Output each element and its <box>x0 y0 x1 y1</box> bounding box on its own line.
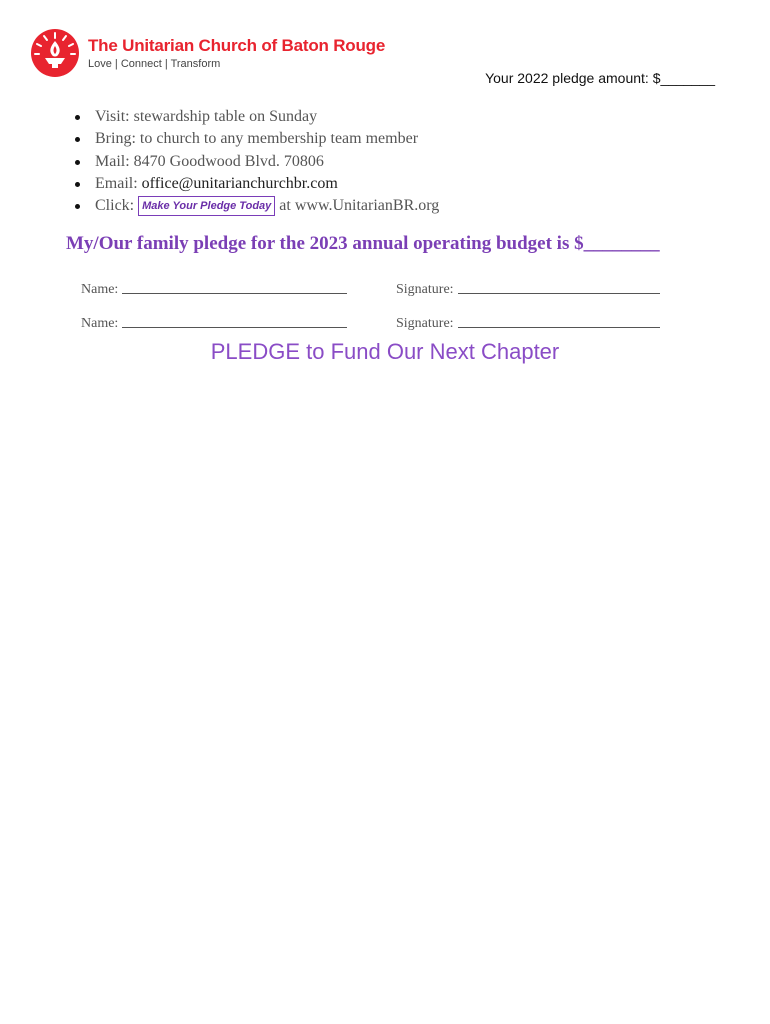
bring-text: Bring: to church to any membership team member <box>95 130 419 148</box>
list-item-click <box>74 195 439 217</box>
signature-input-line[interactable] <box>458 315 660 328</box>
pledge-heading: My/Our family pledge for the 2023 annual operating budget is $________ <box>66 233 660 254</box>
list-item-email <box>74 173 439 195</box>
signature-field <box>396 315 660 332</box>
email-link[interactable]: office@unitarianchurchbr.com <box>141 174 338 192</box>
name-input-line[interactable] <box>122 315 347 328</box>
name-field <box>81 315 396 332</box>
visit-text: Visit: stewardship table on Sunday <box>95 108 318 125</box>
signature-field <box>396 281 660 298</box>
name-input-line[interactable] <box>122 281 347 294</box>
make-pledge-button[interactable]: Make Your Pledge Today <box>138 196 275 216</box>
signature-label: Signature: <box>396 316 454 331</box>
signature-row <box>81 315 660 332</box>
list-item-visit <box>74 106 439 128</box>
mail-text: Mail: 8470 Goodwood Blvd. 70806 <box>95 152 324 170</box>
signature-label: Signature: <box>396 282 454 297</box>
signature-input-line[interactable] <box>458 281 660 294</box>
pledge-options-list <box>74 106 439 217</box>
list-item-mail <box>74 151 439 173</box>
previous-pledge-amount: Your 2022 pledge amount: $_______ <box>485 70 715 86</box>
pledge-title-line: PLEDGE to Fund Our Next Chapter <box>210 339 560 364</box>
church-name: The Unitarian Church of Baton Rouge <box>88 36 386 55</box>
name-label: Name: <box>81 282 119 297</box>
church-tagline: Love | Connect | Transform <box>88 58 221 70</box>
website-text: at www.UnitarianBR.org <box>275 197 440 215</box>
click-label: Click: <box>95 197 139 215</box>
name-label: Name: <box>81 316 119 331</box>
signature-row <box>81 281 660 298</box>
name-field <box>81 281 396 298</box>
list-item-bring <box>74 128 439 150</box>
church-logo <box>30 28 410 84</box>
flaming-chalice-icon <box>30 28 80 78</box>
email-label: Email: <box>95 174 142 192</box>
